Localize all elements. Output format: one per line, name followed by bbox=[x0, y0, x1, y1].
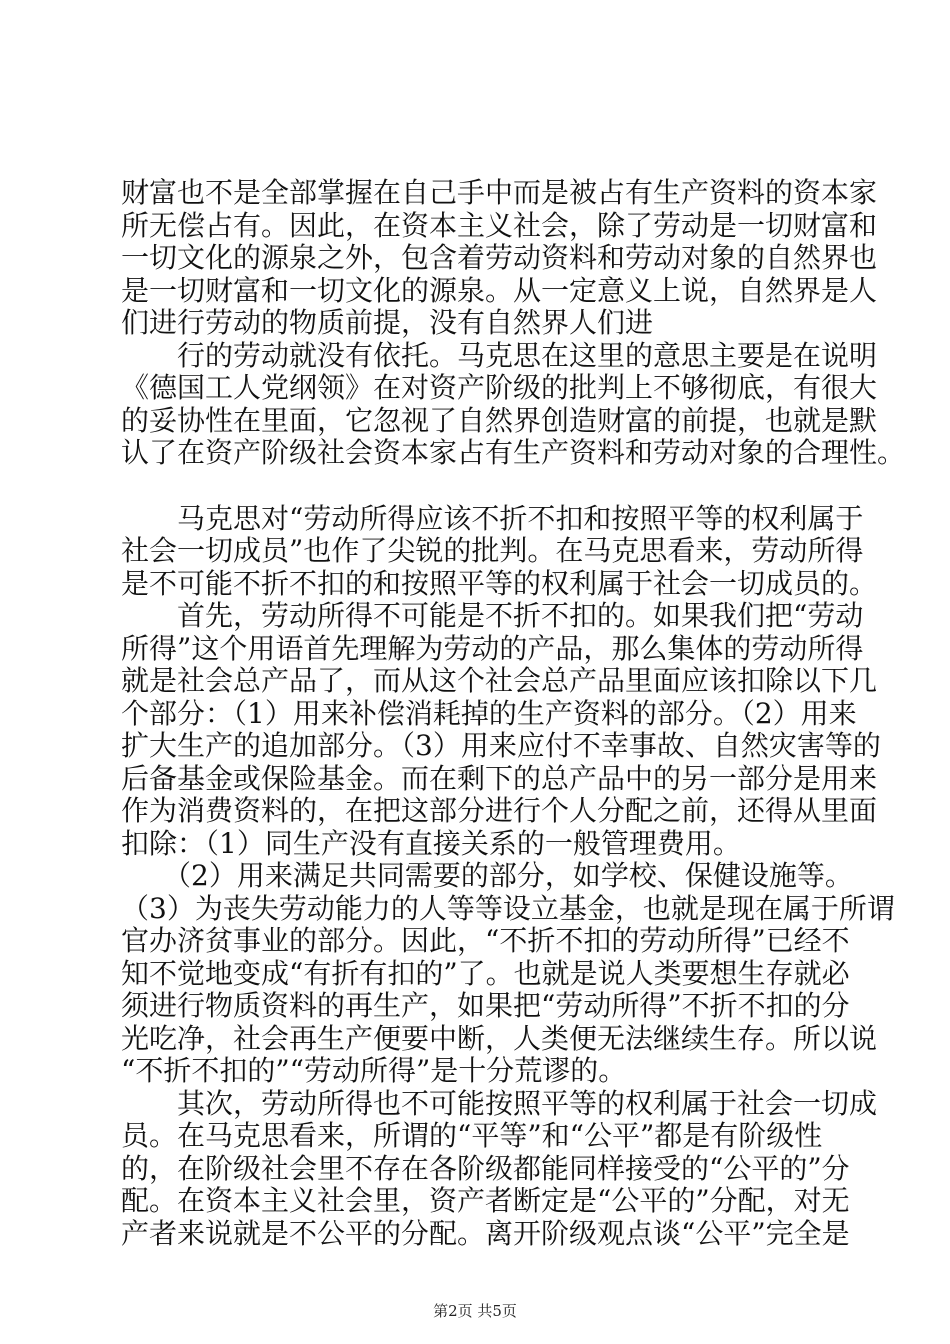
text-line: 马克思对“劳动所得应该不折不扣和按照平等的权利属于 bbox=[121, 501, 864, 535]
text-line: 产者来说就是不公平的分配。离开阶级观点谈“公平”完全是 bbox=[121, 1216, 850, 1250]
text-line: 所无偿占有。因此，在资本主义社会，除了劳动是一切财富和 bbox=[121, 208, 878, 242]
text-line: 首先，劳动所得不可能是不折不扣的。如果我们把“劳动 bbox=[121, 599, 864, 632]
text-line: 扣除：（1）同生产没有直接关系的一般管理费用。 bbox=[121, 826, 741, 860]
text-line: 的，在阶级社会里不存在各阶级都能同样接受的“公平的”分 bbox=[121, 1151, 850, 1185]
page-number-footer: 第2页 共5页 bbox=[433, 1302, 517, 1320]
text-line: 所得”这个用语首先理解为劳动的产品，那么集体的劳动所得 bbox=[121, 631, 864, 665]
text-line: 员。在马克思看来，所谓的“平等”和“公平”都是有阶级性 bbox=[121, 1119, 823, 1152]
text-line: 后备基金或保险基金。而在剩下的总产品中的另一部分是用来 bbox=[121, 761, 878, 795]
text-line: 须进行物质资料的再生产，如果把“劳动所得”不折不扣的分 bbox=[121, 989, 850, 1022]
text-line: “不折不扣的”“劳动所得”是十分荒谬的。 bbox=[121, 1054, 627, 1087]
text-line: 是不可能不折不扣的和按照平等的权利属于社会一切成员的。 bbox=[121, 566, 878, 600]
text-line: 财富也不是全部掌握在自己手中而是被占有生产资料的资本家 bbox=[121, 176, 878, 209]
text-line: 知不觉地变成“有折有扣的”了。也就是说人类要想生存就必 bbox=[121, 956, 850, 990]
text-line: 社会一切成员”也作了尖锐的批判。在马克思看来，劳动所得 bbox=[121, 534, 864, 567]
text-line: 光吃净，社会再生产便要中断，人类便无法继续生存。所以说 bbox=[121, 1021, 878, 1055]
document-body bbox=[121, 176, 906, 1250]
text-line: 其次，劳动所得也不可能按照平等的权利属于社会一切成 bbox=[121, 1086, 878, 1120]
text-line: 官办济贫事业的部分。因此，“不折不扣的劳动所得”已经不 bbox=[121, 924, 850, 957]
text-line: 的妥协性在里面，它忽视了自然界创造财富的前提，也就是默 bbox=[121, 403, 878, 437]
text-line: 认了在资产阶级社会资本家占有生产资料和劳动对象的合理性。 bbox=[121, 436, 906, 469]
text-line: 扩大生产的追加部分。（3）用来应付不幸事故、自然灾害等的 bbox=[121, 729, 881, 762]
text-line: 一切文化的源泉之外，包含着劳动资料和劳动对象的自然界也 bbox=[121, 241, 878, 274]
text-line: 行的劳动就没有依托。马克思在这里的意思主要是在说明 bbox=[121, 338, 878, 372]
text-line: （3）为丧失劳动能力的人等等设立基金，也就是现在属于所谓 bbox=[121, 891, 895, 925]
text-line: （2）用来满足共同需要的部分，如学校、保健设施等。 bbox=[121, 859, 853, 892]
text-line: 作为消费资料的，在把这部分进行个人分配之前，还得从里面 bbox=[121, 794, 878, 827]
paragraph-gap bbox=[121, 470, 841, 503]
text-line: 是一切财富和一切文化的源泉。从一定意义上说，自然界是人 bbox=[121, 273, 878, 307]
text-line: 们进行劳动的物质前提，没有自然界人们进 bbox=[121, 306, 654, 339]
text-line: 《德国工人党纲领》在对资产阶级的批判上不够彻底，有很大 bbox=[121, 371, 878, 404]
text-line: 就是社会总产品了，而从这个社会总产品里面应该扣除以下几 bbox=[121, 664, 878, 697]
text-line: 配。在资本主义社会里，资产者断定是“公平的”分配，对无 bbox=[121, 1184, 850, 1217]
text-line: 个部分：（1）用来补偿消耗掉的生产资料的部分。（2）用来 bbox=[121, 696, 857, 730]
